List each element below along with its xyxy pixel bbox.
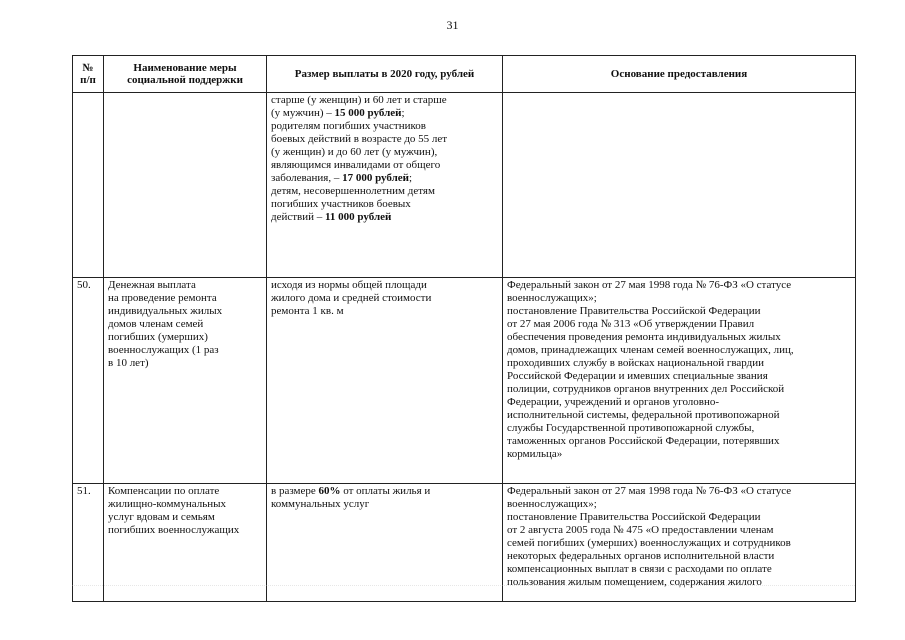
payment-amount (267, 484, 503, 602)
amount-emphasis: 15 000 рублей (334, 107, 402, 119)
amount-text: исходя из нормы общей площади жилого дома и средней стоимости ремонта 1 кв. м (271, 279, 432, 317)
header-legal-basis: Основание предоставления (503, 56, 856, 93)
legal-basis: Федеральный закон от 27 мая 1998 года № 76-ФЗ «О статусе военнослужащих»; постановление Правительства Российской Федерации от 2 августа 2005 года № 475 «О предоставлении членам семей погибших (умерших) военнослужащих и сотрудников некоторых федеральных органов исполнительной власти компенсационных выплат в связи с расходами по оплате пользования жилым помещением, содержания жилого (503, 484, 856, 602)
measure-name: Денежная выплата на проведение ремонта индивидуальных жилых домов членам семей погибших (умерших) военнослужащих (1 раз в 10 лет) (104, 278, 267, 484)
payment-amount (267, 93, 503, 278)
amount-text: ; детям, несовершеннолетним детям погибших участников боевых действий – (271, 172, 435, 223)
page-bottom-rule (72, 585, 855, 586)
amount-emphasis: 60% (318, 485, 341, 497)
measure-name (104, 93, 267, 278)
payment-amount (267, 278, 503, 484)
table-row (73, 484, 856, 602)
header-measure-name: Наименование меры социальной поддержки (104, 56, 267, 93)
row-number: 50. (73, 278, 104, 484)
header-payment-amount: Размер выплаты в 2020 году, рублей (267, 56, 503, 93)
table-header-row (73, 56, 856, 93)
row-number (73, 93, 104, 278)
page-number: 31 (446, 18, 459, 32)
header-number: № п/п (73, 56, 104, 93)
amount-emphasis: 11 000 рублей (325, 211, 392, 223)
measure-name: Компенсации по оплате жилищно-коммунальных услуг вдовам и семьям погибших военнослужащих (104, 484, 267, 602)
amount-text: в размере (271, 485, 319, 497)
amount-emphasis: 17 000 рублей (342, 172, 410, 184)
amount-text: старше (у женщин) и 60 лет и старше (у мужчин) – (271, 94, 447, 119)
social-support-table (72, 55, 856, 602)
table-row (73, 278, 856, 484)
legal-basis (503, 93, 856, 278)
table-row (73, 93, 856, 278)
amount-text: ; родителям погибших участников боевых действий в возрасте до 55 лет (у женщин) и до 60 лет (у мужчин), являющимся инвалидами от общего заболевания, – (271, 107, 448, 184)
legal-basis: Федеральный закон от 27 мая 1998 года № 76-ФЗ «О статусе военнослужащих»; постановление Правительства Российской Федерации от 27 мая 2006 года № 313 «Об утверждении Правил обеспечения проведения ремонта индивидуальных жилых домов, принадлежащих членам семей военнослужащих, лиц, проходивших службу в войсках национальной гвардии Российской Федерации и имевших специальные звания полиции, сотрудников органов внутренних дел Российской Федерации, учреждений и органов уголовно- исполнительной системы, федеральной противопожарной службы Государственной противопожарной службы, таможенных органов Российской Федерации, потерявших кормильца» (503, 278, 856, 484)
amount-text: от оплаты жилья и коммунальных услуг (271, 485, 431, 510)
row-number: 51. (73, 484, 104, 602)
